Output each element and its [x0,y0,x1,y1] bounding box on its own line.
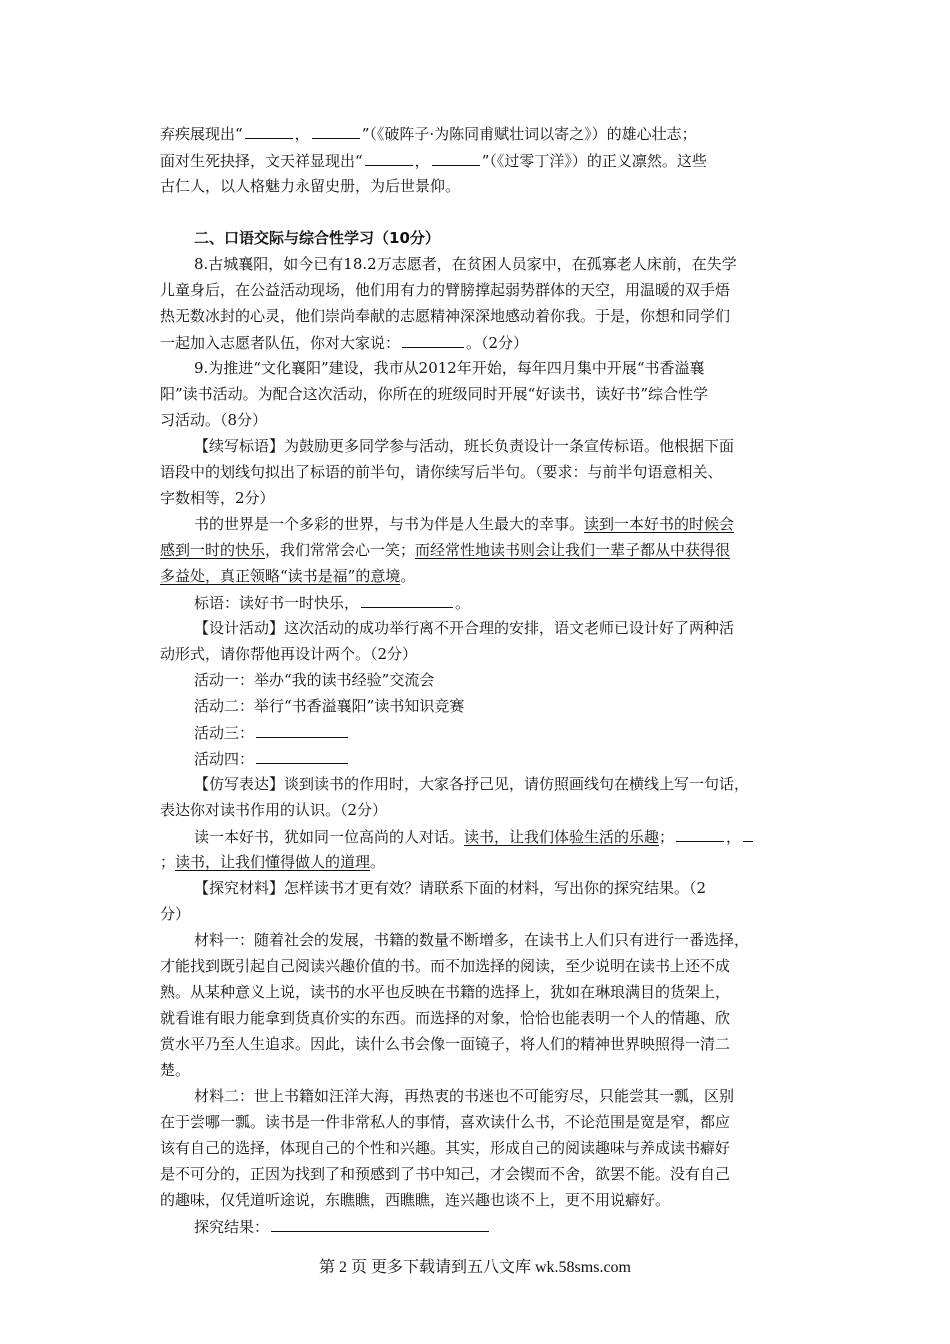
underlined-text: 多益处，真正领略“读书是福”的意境 [160,567,401,585]
material-2-line: 在于尝哪一瓢。读书是一件非常私人的事情，喜欢读什么书，不论范围是宽是窄，都应 [160,1113,731,1131]
activity-4 [194,747,350,770]
text: 探究结果： [194,1218,270,1236]
imitate-line: 表达你对读书作用的认识。（2分） [160,801,388,819]
answer-blank[interactable] [432,149,480,166]
underlined-text: 读书，让我们体验生活的乐趣 [464,828,660,846]
q8-line: 儿童身后，在公益活动现场，他们用有力的臂膀撑起弱势群体的天空，用温暖的双手焐 [160,281,731,299]
material-1-line: 楚。 [160,1061,191,1079]
underlined-text: 读书，让我们懂得做人的道理 [175,853,371,871]
answer-blank[interactable] [245,122,293,139]
q9-line: 阳”读书活动。为配合这次活动，你所在的班级同时开展“好读书，读好书”综合性学 [160,385,709,403]
answer-blank[interactable] [676,825,724,842]
q9-line: 9.为推进“文化襄阳”建设，我市从2012年开始，每年四月集中开展“书香溢襄 [194,359,705,377]
slogan-line: 字数相等，2分） [160,489,275,507]
text: ”（《破阵子·为陈同甫赋壮词以寄之》）的雄心壮志； [361,125,697,143]
text: ， [294,125,310,143]
text: 。 [455,594,471,612]
text: ， [726,828,742,846]
answer-blank[interactable] [256,747,348,764]
q8-line: 8.古城襄阳，如今已有18.2万志愿者，在贫困人员家中，在孤寡老人床前，在失学 [194,255,737,273]
underlined-text: 感到一时的快乐 [160,541,266,559]
text: 活动四： [194,750,255,768]
material-2-line: 的趣味，仅凭道听途说，东瞧瞧，西瞧瞧，连兴趣也谈不上，更不用说癖好。 [160,1191,671,1209]
intro-line-2 [160,149,707,172]
material-1-line: 就看谁有眼力能拿到货真价实的东西。而选择的对象，恰恰也能表明一个人的情趣、欣 [160,1009,731,1027]
material-1-line: 才能找到既引起自己阅读兴趣价值的书。而不加选择的阅读，至少说明在读书上还不成 [160,957,731,975]
passage-line [194,513,734,535]
activity-1: 活动一：举办“我的读书经验”交流会 [194,671,435,689]
q8-line [160,331,528,354]
text: ， [414,152,430,170]
answer-blank[interactable] [312,122,360,139]
passage-line [160,539,730,561]
design-line: 动形式，请你帮他再设计两个。（2分） [160,645,418,663]
slogan-line: 【续写标语】为鼓励更多同学参与活动，班长负责设计一条宣传标语。他根据下面 [194,437,735,455]
explore-line: 分） [160,905,191,923]
page-footer: 第 2 页 更多下载请到五八文库 wk.58sms.com [318,1259,631,1276]
material-2-line: 该有自己的选择，体现自己的个性和兴趣。其实，形成自己的阅读趣味与养成读书癖好 [160,1139,731,1157]
imitate-line [160,851,385,873]
slogan-answer [194,591,470,614]
text: 面对生死抉择，文天祥显现出“ [160,152,363,170]
text: 。 [370,853,386,871]
material-1-line: 材料一：随着社会的发展，书籍的数量不断增多，在读书上人们只有进行一番选择， [194,931,750,949]
answer-blank[interactable] [743,825,753,842]
text: ； [659,828,675,846]
text: 读一本好书，犹如同一位高尚的人对话。 [194,828,465,846]
design-line: 【设计活动】这次活动的成功举行离不开合理的安排，语文老师已设计好了两种活 [194,619,735,637]
answer-blank[interactable] [365,149,413,166]
material-1-line: 赏水平乃至人生追求。因此，读什么书会像一面镜子，将人们的精神世界映照得一清二 [160,1035,731,1053]
material-2-line: 材料二：世上书籍如汪洋大海，再热衷的书迷也不可能穷尽，只能尝其一瓢，区别 [194,1087,735,1105]
text: ，我们常常会心一笑； [265,541,416,559]
text: ； [160,853,176,871]
explore-result [194,1215,491,1238]
material-1-line: 熟。从某种意义上说，读书的水平也反映在书籍的选择上，犹如在琳琅满目的货架上， [160,983,731,1001]
text: 标语：读好书一时快乐， [194,594,360,612]
text: 弃疾展现出“ [160,125,243,143]
imitate-line: 【仿写表达】谈到读书的作用时，大家各抒己见，请仿照画线句在横线上写一句话， [194,775,750,793]
activity-2: 活动二：举行“书香溢襄阳”读书知识竞赛 [194,697,465,715]
text: 活动三： [194,724,255,742]
section-heading: 二、口语交际与综合性学习（10分） [194,229,440,247]
text: ”（《过零丁洋》）的正义凛然。这些 [481,152,707,170]
passage-line [160,565,415,587]
underlined-text: 读到一本好书的时候会 [584,515,735,533]
text: 。 [400,567,416,585]
text: 书的世界是一个多彩的世界，与书为伴是人生最大的幸事。 [194,515,585,533]
q8-line: 热无数冰封的心灵，他们崇尚奉献的志愿精神深深地感动着你我。于是，你想和同学们 [160,307,731,325]
activity-3 [194,721,350,744]
answer-blank[interactable] [256,721,348,738]
underlined-text: 而经常性地读书则会让我们一辈子都从中获得很 [415,541,731,559]
text: 一起加入志愿者队伍，你对大家说： [160,334,401,352]
intro-line-1 [160,122,697,145]
answer-blank[interactable] [271,1215,489,1232]
imitate-line [194,825,755,848]
slogan-line: 语段中的划线句拟出了标语的前半句，请你续写后半句。（要求：与前半句语意相关、 [160,463,723,481]
q9-line: 习活动。（8分） [160,411,268,429]
intro-line-3: 古仁人，以人格魅力永留史册，为后世景仰。 [160,177,461,195]
explore-line: 【探究材料】怎样读书才更有效？请联系下面的材料，写出你的探究结果。（2 [194,879,707,897]
answer-blank[interactable] [361,591,453,608]
text: 。（2分） [466,334,529,352]
answer-blank[interactable] [402,331,464,348]
material-2-line: 是不可分的，正因为找到了和预感到了书中知己，才会锲而不舍，欲罢不能。没有自己 [160,1165,731,1183]
